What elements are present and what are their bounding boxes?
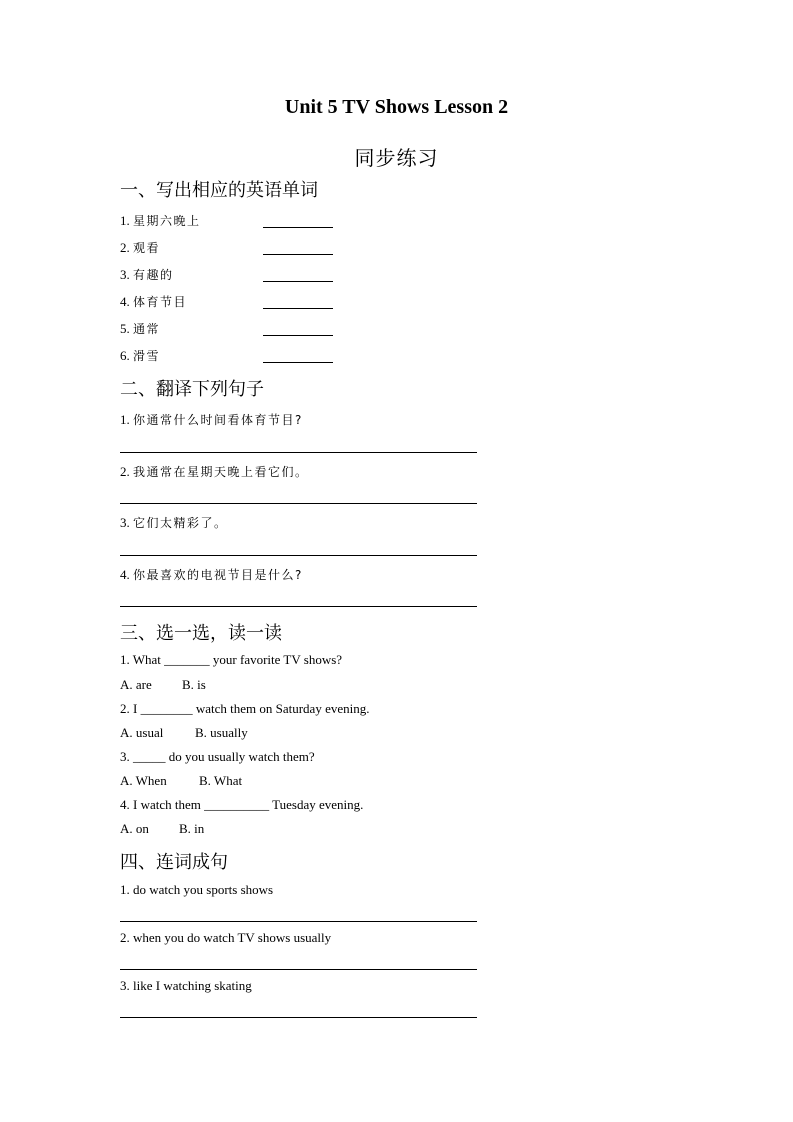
option-b[interactable]: B. usually xyxy=(195,725,248,740)
vocab-item xyxy=(120,320,160,337)
item-text: 你通常什么时间看体育节目? xyxy=(133,413,303,427)
item-text: 它们太精彩了。 xyxy=(133,516,228,530)
item-number: 4. xyxy=(120,567,130,582)
option-a[interactable]: A. on xyxy=(120,821,149,836)
item-number: 6. xyxy=(120,348,130,363)
section-3-heading: 三、选一选，读一读 xyxy=(120,623,282,644)
item-text: 通常 xyxy=(133,322,161,336)
section-2-heading: 二、翻译下列句子 xyxy=(120,379,264,400)
page-title: Unit 5 TV Shows Lesson 2 xyxy=(284,96,509,118)
word-order-item: 2. when you do watch TV shows usually xyxy=(120,930,332,945)
item-number: 2. xyxy=(120,464,130,479)
question-text: 4. I watch them __________ Tuesday evening. xyxy=(120,797,364,812)
question-text: 1. What _______ your favorite TV shows? xyxy=(120,652,343,667)
translate-item xyxy=(120,566,303,583)
answer-line[interactable] xyxy=(120,969,477,970)
answer-line[interactable] xyxy=(120,921,477,922)
item-text: 体育节目 xyxy=(133,295,188,309)
vocab-item xyxy=(120,293,187,310)
item-text: 你最喜欢的电视节目是什么? xyxy=(133,568,303,582)
option-a[interactable]: A. usual xyxy=(120,725,164,740)
vocab-item xyxy=(120,239,160,256)
answer-blank[interactable] xyxy=(263,308,333,309)
answer-line[interactable] xyxy=(120,606,477,607)
translate-item xyxy=(120,463,309,480)
translate-item xyxy=(120,514,228,531)
vocab-item xyxy=(120,347,160,364)
option-b[interactable]: B. is xyxy=(182,677,206,692)
answer-blank[interactable] xyxy=(263,335,333,336)
answer-blank[interactable] xyxy=(263,254,333,255)
option-a[interactable]: A. When xyxy=(120,773,167,788)
section-4-heading: 四、连词成句 xyxy=(120,852,228,873)
question-text: 3. _____ do you usually watch them? xyxy=(120,749,315,764)
item-number: 1. xyxy=(120,412,130,427)
item-text: 有趣的 xyxy=(133,268,174,282)
item-number: 3. xyxy=(120,515,130,530)
item-number: 4. xyxy=(120,294,130,309)
answer-line[interactable] xyxy=(120,452,477,453)
page-subtitle: 同步练习 xyxy=(354,146,439,170)
answer-blank[interactable] xyxy=(263,281,333,282)
option-b[interactable]: B. in xyxy=(179,821,205,836)
vocab-item xyxy=(120,266,174,283)
answer-blank[interactable] xyxy=(263,362,333,363)
option-b[interactable]: B. What xyxy=(199,773,243,788)
item-text: 我通常在星期天晚上看它们。 xyxy=(133,465,309,479)
section-1-heading: 一、写出相应的英语单词 xyxy=(120,180,318,201)
answer-line[interactable] xyxy=(120,555,477,556)
answer-blank[interactable] xyxy=(263,227,333,228)
vocab-item xyxy=(120,212,201,229)
translate-item xyxy=(120,411,303,428)
item-number: 1. xyxy=(120,213,130,228)
item-number: 3. xyxy=(120,267,130,282)
answer-line[interactable] xyxy=(120,1017,477,1018)
answer-line[interactable] xyxy=(120,503,477,504)
item-number: 2. xyxy=(120,240,130,255)
item-text: 观看 xyxy=(133,241,161,255)
word-order-item: 3. like I watching skating xyxy=(120,978,252,993)
item-text: 滑雪 xyxy=(133,349,161,363)
word-order-item: 1. do watch you sports shows xyxy=(120,882,274,897)
option-a[interactable]: A. are xyxy=(120,677,152,692)
item-number: 5. xyxy=(120,321,130,336)
item-text: 星期六晚上 xyxy=(133,214,201,228)
question-text: 2. I ________ watch them on Saturday evening. xyxy=(120,701,370,716)
